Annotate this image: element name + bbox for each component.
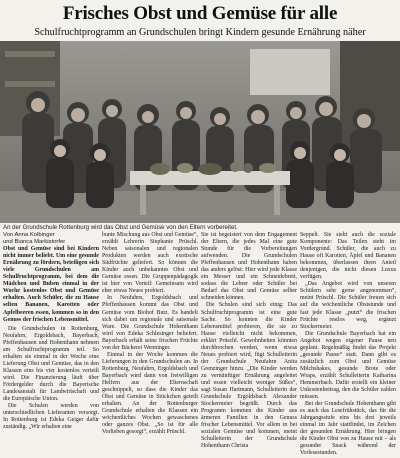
author-byline: Von Anna Kolbinger und Bianca Markistorfer (3, 232, 66, 246)
photo-caption: An der Grundschule Rottenburg wird das Obst und Gemüse von den Eltern vorbereitet. (3, 224, 238, 231)
column-2 (102, 232, 198, 450)
article-photo (0, 41, 400, 223)
paragraph: Einmal in der Woche kommen die Lieferungen in den Grundschulen an. In Rottenburg, Neufahrn, Ergoldsbach und Bayerbach wird dann von freiwilligen Helfern aus der Elternschaft geschnippelt, so dass die Kinder das Obst und Gemüse in Stückchen geteilt erhalten. An der Rottenburger Grundschule erhalten die Klassen ein wöchentliches Wochen gewaschenes oder ganzes Obst. „So ist für alle Vorlieben gesorgt“, erzählt Prüschl. (102, 351, 198, 436)
paragraph: Die Grundschulen in Rottenburg, Neufahrn, Ergoldsbach, Bayerbach, Pfeffenhausen und Hohenthann nehmen am Schulfruchtprogramm teil. So erhalten sie einmal in der Woche eine Lieferung Obst und Gemüse, das in den Klassen eins bis vier kostenlos verteilt wird. Die Finanzierung läuft über Fördergelder durch die Bayerische Landesanstalt für Landwirtschaft und die Europäische Union. (3, 325, 99, 403)
paragraph: Bei der Grundschule Hohenthann gibt es auch das Lesefrühstück, das für die Jahrgangsstufe eins bis drei jeweils einmal im Jahr stattfindet, im Zeichen der gesunden Ernährung. Hier bringen die Kinder Obst von zu Hause mit – als gesunder Snack während der Vorlesestunden. (300, 401, 396, 457)
paragraph: Obst und Gemüse sind bei Kindern nicht immer beliebt. Um eine gesunde Ernährung zu fördern, beteiligen sich viele Grundschulen am Schulfruchtprogramm, bei dem die Mädchen und Buben einmal in der Woche kostenlos Obst und Gemüse erhalten. Auch Schüler, die zu Hause selten Bananen, Karotten oder Apfelbeeren essen, kommen so in den Genuss der frischen Lebensmittel. (3, 246, 99, 323)
paragraph: Seppelt. Sie sieht auch die soziale Komponente: Das Teilen steht im Vordergrund. Schüler, die auch zu Hause oft Karotten, Äpfel und Bananen bekommen, überlassen ihren Anteil denjenigen, die nicht diesen Luxus verfügen. (300, 232, 396, 281)
paragraph: In Neufahrn, Ergoldsbach und Pfeffenhausen kommt das Obst und Gemüse vom Biohof Butz. Es handelt sich dabei um regionale und saisonale Ware. Die Grundschule Hohenthann wird von Edeka Schlesinger beliefert. Bayerbach erhält seine frischen Früchte von der Bäckerei Wenninger. (102, 295, 198, 351)
column-1 (3, 232, 99, 450)
headline: Frisches Obst und Gemüse für alle (62, 3, 338, 24)
article-body (3, 232, 397, 457)
subtitle: Schulfruchtprogramm an Grundschulen bringt Kindern gesunde Ernährung näher (34, 27, 366, 38)
paragraph: „Das Angebot wird von unseren Schülern sehr gerne angenommen“, meint Prüschl. Die Schüler freuen sich auf die wöchentliche Obststunde und fast jede Klasse „putzt“ die frischen Früchte restlos weg, ergänzt Stockermeier. (300, 281, 396, 330)
paragraph: Die Schulen werden von unterschiedlichen Lieferanten versorgt. In Rottenburg ist Edeka Geiger dafür zuständig. „Wir erhalten eine (3, 403, 99, 431)
column-4 (300, 232, 396, 457)
column-3 (201, 232, 297, 450)
paragraph: bunte Mischung aus Obst und Gemüse“, erzählt Lehrerin Stephanie Prüschl. Neben saisonalen und regionalen Produkten werden auch exotische Südfrüchte geliefert. So können die Kinder auch unbekanntes Obst und Gemüse essen. Die Gruppenpädagogik ist hier von Vorteil: Gemeinsam wird eher etwas Neues probiert. (102, 232, 198, 295)
paragraph: Die Schulen sind sich einig: Das Schulfruchtprogramm ist eine gute Sache. So konnten die Kinder Lebensmittel probieren, die sie zu Hause vielleicht nicht bekommen, erklärt Prüschl. Gewohnheiten könnten durchbrochen werden, wenn etwas Neues probiert wird, fügt Schulleiterin der Grundschule Neufahrn Anita Grenzinger hinzu. „Die Kinder werden zu vernünftiger Ernährung angeleitet und essen vielleicht weniger Süßes“, sagt Susan Hartmann, Schulleiterin der Grundschule Ergoldsbach Alexander Stockermeier begrüßt. Durch das Programm kommen die Kinder aus ärmeren Familien in den Genuss frischer Lebensmittel. Vor allem in bei sozialen Gemüse und kommen, meint Schulleiterin der Grundschule Hohenthann Christa (201, 302, 297, 450)
paragraph: Sie ist begeistert von dem Engagement der Eltern, die jedes Mal eine gute Stunde für die Vorbereitungen aufwenden. Die Grundschulen Pfeffenhausen und Hohenthann haben das anders gelöst: Hier wird jede Klasse ein Messer und ein Schneidebrett, sodass die Lehrer oder Schüler bei Bedarf das Obst und Gemüse selber schneiden können. (201, 232, 297, 302)
paragraph: Die Grundschule Bayerbach hat ein Angebot wegen eigener Pause neu geplant. Regelmäßig findet das Projekt „gesunde Pause“ statt. Dann gibt es zusätzlich zum Obst und Gemüse Milchshakes, gesunde Brote oder Wraps, erzählt Schulleiterin Katharina Hemmerbach. Dafür erstellt ein kleiner Unkostenbeitrag, den die Schüler zahlen müssen. (300, 330, 396, 401)
